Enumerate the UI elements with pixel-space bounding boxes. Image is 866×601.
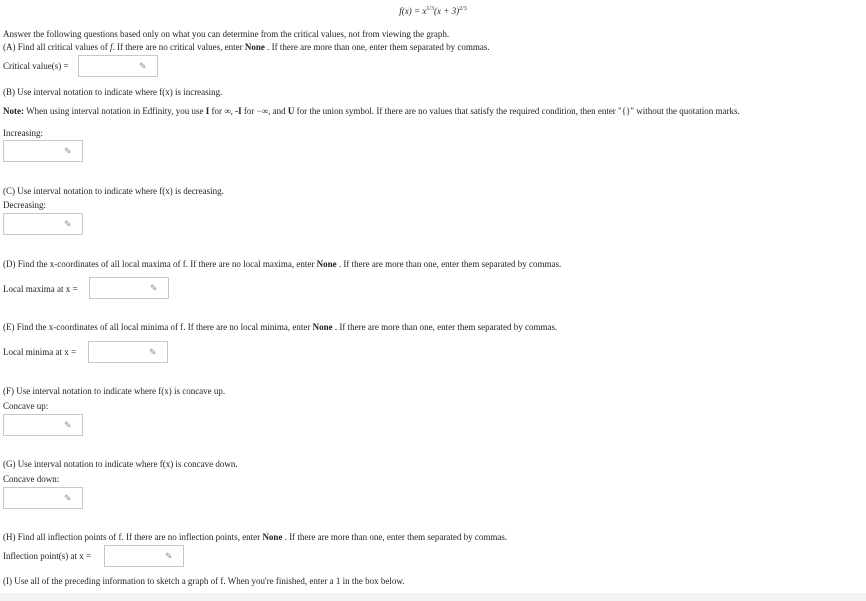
inflection-points-label: Inflection point(s) at x = xyxy=(3,551,92,561)
part-a-text-2: . If there are no critical values, enter xyxy=(112,42,245,52)
increasing-input[interactable] xyxy=(3,140,83,162)
pencil-icon[interactable]: ✎ xyxy=(64,420,72,430)
pencil-icon[interactable]: ✎ xyxy=(64,146,72,156)
note-text-4: for the union symbol. If there are no values that satisfy the required condition, then enter "{}" without the quotation marks. xyxy=(294,106,740,116)
critical-values-input[interactable] xyxy=(78,55,158,77)
decreasing-label: Decreasing: xyxy=(3,200,46,210)
bottom-scroll-region xyxy=(0,593,866,601)
formula-prefix: f(x) = x xyxy=(399,6,427,16)
concave-up-label: Concave up: xyxy=(3,401,49,411)
part-e-text-2: . If there are more than one, enter them separated by commas. xyxy=(332,322,558,332)
function-heading xyxy=(0,6,866,16)
critical-values-label: Critical value(s) = xyxy=(3,61,69,71)
intro-text: Answer the following questions based only on what you can determine from the critical values, not from viewing the graph. xyxy=(3,29,450,39)
formula-exponent-1: 1/3 xyxy=(426,6,434,12)
part-d-none: None xyxy=(316,259,337,269)
part-d-question xyxy=(3,259,561,269)
formula-exponent-2: 2/3 xyxy=(459,6,467,12)
concave-down-label: Concave down: xyxy=(3,474,60,484)
pencil-icon[interactable]: ✎ xyxy=(149,347,157,357)
part-b-question: (B) Use interval notation to indicate where f(x) is increasing. xyxy=(3,87,223,97)
part-e-question xyxy=(3,322,557,332)
note-label: Note: xyxy=(3,106,24,116)
part-c-question: (C) Use interval notation to indicate where f(x) is decreasing. xyxy=(3,186,224,196)
note-text-3: for −∞, and xyxy=(241,106,288,116)
part-d-text-2: . If there are more than one, enter them separated by commas. xyxy=(336,259,562,269)
part-h-question xyxy=(3,532,507,542)
pencil-icon[interactable]: ✎ xyxy=(165,551,173,561)
increasing-label: Increasing: xyxy=(3,128,43,138)
pencil-icon[interactable]: ✎ xyxy=(64,493,72,503)
local-maxima-input[interactable] xyxy=(89,277,169,299)
formula-mid: (x + 3) xyxy=(434,6,460,16)
part-d-text-1: (D) Find the x-coordinates of all local maxima of f. If there are no local maxima, enter xyxy=(3,259,317,269)
note-infinity-symbol: I xyxy=(205,106,210,116)
part-a-f: f xyxy=(109,42,113,52)
interval-notation-note xyxy=(3,106,740,116)
concave-down-input[interactable] xyxy=(3,487,83,509)
part-h-none: None xyxy=(262,532,283,542)
note-text-2: for ∞, xyxy=(209,106,236,116)
part-f-question: (F) Use interval notation to indicate where f(x) is concave up. xyxy=(3,386,226,396)
part-a-text-1: (A) Find all critical values of xyxy=(3,42,110,52)
concave-up-input[interactable] xyxy=(3,414,83,436)
part-e-none: None xyxy=(312,322,333,332)
pencil-icon[interactable]: ✎ xyxy=(64,219,72,229)
local-maxima-label: Local maxima at x = xyxy=(3,284,78,294)
part-a-none: None xyxy=(244,42,265,52)
pencil-icon[interactable]: ✎ xyxy=(139,61,147,71)
part-a-question xyxy=(3,42,490,52)
part-h-text-2: . If there are more than one, enter them separated by commas. xyxy=(282,532,508,542)
local-minima-label: Local minima at x = xyxy=(3,347,77,357)
note-neg-infinity-symbol: -I xyxy=(235,106,242,116)
local-minima-input[interactable] xyxy=(88,341,168,363)
decreasing-input[interactable] xyxy=(3,213,83,235)
part-g-question: (G) Use interval notation to indicate where f(x) is concave down. xyxy=(3,459,238,469)
part-a-text-3: . If there are more than one, enter them separated by commas. xyxy=(264,42,490,52)
pencil-icon[interactable]: ✎ xyxy=(150,283,158,293)
part-h-text-1: (H) Find all inflection points of f. If there are no inflection points, enter xyxy=(3,532,263,542)
note-text-1: When using interval notation in Edfinity, you use xyxy=(24,106,206,116)
part-e-text-1: (E) Find the x-coordinates of all local minima of f. If there are no local minima, enter xyxy=(3,322,313,332)
note-union-symbol: U xyxy=(287,106,295,116)
inflection-points-input[interactable] xyxy=(104,545,184,567)
part-i-question: (I) Use all of the preceding information to sketch a graph of f. When you're finished, enter a 1 in the box below. xyxy=(3,576,405,586)
